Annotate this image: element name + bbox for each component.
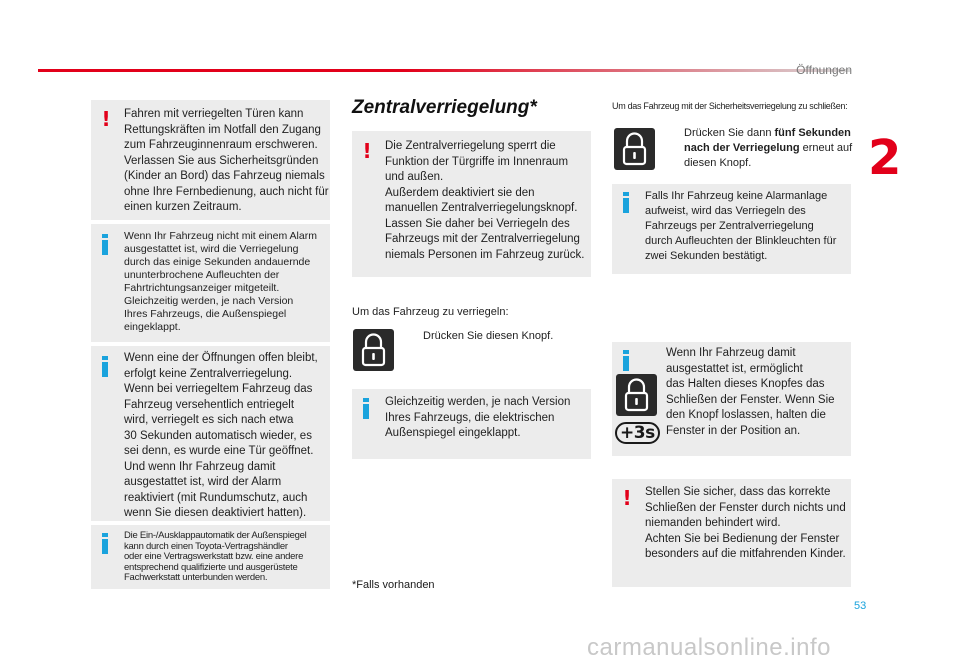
info-box-opening-open xyxy=(91,346,330,521)
text-line: Fahren mit verriegelten Türen kann xyxy=(124,108,304,120)
text-run-bold: fünf Sekunden xyxy=(774,127,851,139)
text-line: Funktion der Türgriffe im Innenraum xyxy=(385,155,569,168)
info-text xyxy=(124,351,329,522)
warning-text xyxy=(645,485,850,563)
page-number: 53 xyxy=(854,600,867,612)
warning-box-central-lock xyxy=(352,131,591,277)
text-line: wird, verriegelt es sich nach etwa xyxy=(124,414,294,426)
text-line: Ihres Fahrzeugs, die Außenspiegel xyxy=(124,308,287,320)
chapter-number: 2 xyxy=(868,130,902,186)
warning-box-locked-doors xyxy=(91,100,330,220)
header-rule xyxy=(38,69,850,72)
text-line: Wenn Ihr Fahrzeug damit xyxy=(666,347,796,359)
text-line: sei denn, es wurde eine Tür geöffnet. xyxy=(124,445,314,457)
text-line: Außenspiegel eingeklappt. xyxy=(385,427,521,439)
info-text xyxy=(385,395,590,442)
text-line: Fenster in der Position an. xyxy=(666,424,801,437)
text-line: Stellen Sie sicher, dass das korrekte xyxy=(645,486,831,498)
text-line: Fahrzeugs mit der Zentralverriegelung xyxy=(385,233,580,245)
text-line: oder eine Vertragswerkstatt bzw. eine andere xyxy=(124,551,304,562)
lock-button-image xyxy=(616,374,657,416)
text-line: und außen. xyxy=(385,171,444,183)
text-line: entsprechend qualifizierte und ausgerüstete xyxy=(124,561,298,573)
text-line: das Halten dieses Knopfes das xyxy=(666,378,825,390)
text-line: niemanden behindert wird. xyxy=(645,517,781,529)
text-line: Die Ein-/Ausklappautomatik der Außenspiegel xyxy=(124,530,307,541)
warning-box-window-safety xyxy=(612,479,851,587)
info-text xyxy=(124,230,329,334)
padlock-icon xyxy=(614,128,655,170)
info-text xyxy=(666,346,846,439)
text-line: Schließen der Fenster. Wenn Sie xyxy=(666,393,835,406)
text-line: einen kurzen Zeitraum. xyxy=(124,201,242,213)
warning-icon: ! xyxy=(362,139,372,163)
text-line: aufweist, wird das Verriegeln des xyxy=(645,205,806,217)
info-icon xyxy=(101,533,109,555)
info-box-no-alarm xyxy=(91,224,330,342)
text-line: zwei Sekunden bestätigt. xyxy=(645,250,768,262)
text-line: reaktiviert (mit Rundumschutz, auch xyxy=(124,491,308,504)
text-line: Rettungskräften im Notfall den Zugang xyxy=(124,123,321,136)
section-title: Öffnungen xyxy=(796,63,852,77)
text-line: Fachwerkstatt unterbunden werden. xyxy=(124,572,268,583)
text-line: zum Fahrzeuginnenraum erschweren. xyxy=(124,139,318,151)
info-text xyxy=(645,189,850,264)
step-text xyxy=(684,126,856,171)
text-line: Falls Ihr Fahrzeug keine Alarmanlage xyxy=(645,190,828,202)
text-line: Verlassen Sie aus Sicherheitsgründen xyxy=(124,154,319,167)
info-icon xyxy=(622,192,630,214)
info-box-no-alarm-deadlock xyxy=(612,184,851,274)
text-line: 30 Sekunden automatisch wieder, es xyxy=(124,429,312,442)
text-line: Und wenn Ihr Fahrzeug damit xyxy=(124,460,276,473)
text-line: Achten Sie bei Bedienung der Fenster xyxy=(645,532,840,545)
padlock-icon xyxy=(616,374,657,416)
text-line: durch Aufleuchten der Blinkleuchten für xyxy=(645,235,837,247)
text-line: Lassen Sie daher bei Verriegeln des xyxy=(385,217,570,230)
text-line: Gleichzeitig werden, je nach Version xyxy=(385,396,571,408)
section-heading: Zentralverriegelung* xyxy=(352,97,537,118)
text-line: durch das einige Sekunden andauernde xyxy=(124,256,311,268)
hold-3s-badge xyxy=(615,422,660,444)
text-line: Gleichzeitig werden, je nach Version xyxy=(124,295,294,307)
text-line: ununterbrochene Aufleuchten der xyxy=(124,269,280,281)
step-text: Drücken Sie diesen Knopf. xyxy=(423,330,554,342)
lock-button-image xyxy=(614,128,655,170)
text-line: Schließen der Fenster durch nichts und xyxy=(645,501,846,514)
info-text xyxy=(124,531,329,584)
text-line: Wenn eine der Öffnungen offen bleibt, xyxy=(124,352,318,364)
text-line: niemals Personen im Fahrzeug zurück. xyxy=(385,248,585,261)
watermark: carmanualsonline.info xyxy=(587,634,831,661)
info-icon xyxy=(101,234,109,256)
text-line: ohne Ihre Fernbedienung, auch nicht für xyxy=(124,185,329,198)
text-line: kann durch einen Toyota-Vertragshändler xyxy=(124,540,288,552)
text-line: ausgestattet ist, wird der Alarm xyxy=(124,476,282,488)
text-line: Außerdem deaktiviert sie den xyxy=(385,186,535,199)
deadlock-subtitle: Um das Fahrzeug mit der Sicherheitsverriegelung zu schließen: xyxy=(612,101,848,111)
warning-text xyxy=(124,107,329,216)
info-box-window-closing xyxy=(612,342,851,456)
footnote: *Falls vorhanden xyxy=(352,579,435,591)
warning-icon: ! xyxy=(101,107,111,131)
text-line: wenn Sie diesen deaktiviert hatten). xyxy=(124,507,307,519)
text-line: erfolgt keine Zentralverriegelung. xyxy=(124,367,293,380)
text-line: Wenn bei verriegeltem Fahrzeug das xyxy=(124,383,313,395)
text-line: Die Zentralverriegelung sperrt die xyxy=(385,140,556,152)
info-box-mirror-automatic xyxy=(91,525,330,589)
text-line: Fahrzeug versehentlich entriegelt xyxy=(124,398,295,411)
text-run-bold: nach der Verriegelung xyxy=(684,142,800,154)
info-box-electric-mirrors xyxy=(352,389,591,459)
text-line: besonders auf die mitfahrenden Kinder. xyxy=(645,548,846,560)
text-line: den Knopf loslassen, halten die xyxy=(666,409,826,421)
text-run: diesen Knopf. xyxy=(684,157,752,169)
text-line: (Kinder an Bord) das Fahrzeug niemals xyxy=(124,170,325,182)
lock-button-image xyxy=(353,329,394,371)
info-icon xyxy=(362,398,370,420)
warning-text xyxy=(385,139,590,263)
text-line: ausgestattet ist, wird die Verriegelung xyxy=(124,243,299,255)
text-line: eingeklappt. xyxy=(124,321,181,333)
info-icon xyxy=(101,356,109,378)
hold-3s-label: +3s xyxy=(615,422,660,444)
info-icon xyxy=(622,350,630,372)
text-line: manuellen Zentralverriegelungsknopf. xyxy=(385,202,578,214)
text-line: Fahrtrichtungsanzeiger mitgeteilt. xyxy=(124,282,280,294)
text-line: Ihres Fahrzeugs, die elektrischen xyxy=(385,411,555,424)
padlock-icon xyxy=(353,329,394,371)
text-run: erneut auf xyxy=(799,142,853,154)
text-line: ausgestattet ist, ermöglicht xyxy=(666,362,803,375)
warning-icon: ! xyxy=(622,486,632,510)
text-line: Fahrzeugs per Zentralverriegelung xyxy=(645,220,814,232)
lock-intro: Um das Fahrzeug zu verriegeln: xyxy=(352,306,509,318)
text-line: Wenn Ihr Fahrzeug nicht mit einem Alarm xyxy=(124,230,317,242)
text-run: Drücken Sie dann xyxy=(684,127,775,139)
